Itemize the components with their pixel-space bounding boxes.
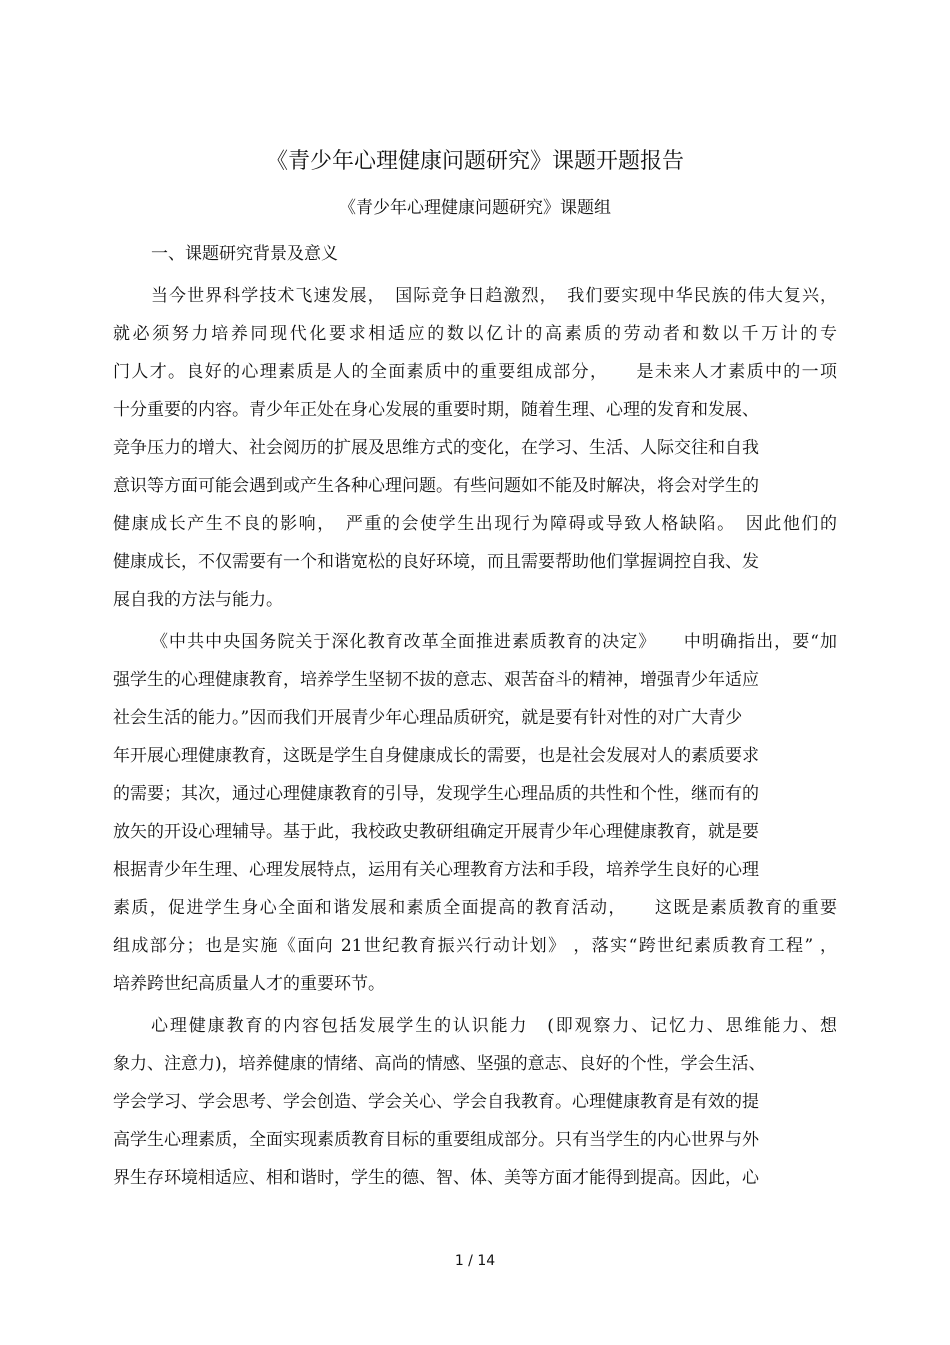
body-line: 竞争压力的增大、社会阅历的扩展及思维方式的变化，在学习、生活、人际交往和自我 (113, 438, 759, 458)
body-line: 的需要；其次，通过心理健康教育的引导，发现学生心理品质的共性和个性，继而有的 (113, 784, 759, 804)
document-title: 《青少年心理健康问题研究》课题开题报告 (265, 149, 684, 174)
body-line: 象力、注意力)，培养健康的情绪、高尚的情感、坚强的意志、良好的个性，学会生活、 (113, 1054, 766, 1074)
body-line: 门人才。良好的心理素质是人的全面素质中的重要组成部分， 是未来人才素质中的一项 (113, 362, 837, 382)
page-number: 1 / 14 (454, 1253, 496, 1269)
body-line: 十分重要的内容。青少年正处在身心发展的重要时期，随着生理、心理的发育和发展、 (113, 400, 759, 420)
body-line: 年开展心理健康教育，这既是学生自身健康成长的需要，也是社会发展对人的素质要求 (113, 746, 759, 766)
body-line: 学会学习、学会思考、学会创造、学会关心、学会自我教育。心理健康教育是有效的提 (113, 1092, 759, 1112)
body-line: 心理健康教育的内容包括发展学生的认识能力 (即观察力、记忆力、思维能力、想 (151, 1016, 837, 1036)
body-line: 组成部分；也是实施《面向 21世纪教育振兴行动计划》 ，落实“跨世纪素质教育工程” ， (113, 936, 837, 956)
document-subtitle: 《青少年心理健康问题研究》课题组 (339, 198, 611, 218)
body-line: 展自我的方法与能力。 (113, 590, 283, 610)
body-line: 当今世界科学技术飞速发展， 国际竞争日趋激烈， 我们要实现中华民族的伟大复兴， (151, 286, 837, 306)
body-line: 强学生的心理健康教育，培养学生坚韧不拔的意志、艰苦奋斗的精神，增强青少年适应 (113, 670, 759, 690)
body-line: 界生存环境相适应、相和谐时，学生的德、智、体、美等方面才能得到提高。因此，心 (113, 1168, 759, 1188)
body-line: 意识等方面可能会遇到或产生各种心理问题。有些问题如不能及时解决，将会对学生的 (113, 476, 759, 496)
body-line: 高学生心理素质，全面实现素质教育目标的重要组成部分。只有当学生的内心世界与外 (113, 1130, 759, 1150)
body-line: 健康成长产生不良的影响， 严重的会使学生出现行为障碍或导致人格缺陷。 因此他们的 (113, 514, 837, 534)
body-line: 放矢的开设心理辅导。基于此，我校政史教研组确定开展青少年心理健康教育，就是要 (113, 822, 759, 842)
body-line: 就必须努力培养同现代化要求相适应的数以亿计的高素质的劳动者和数以千万计的专 (113, 324, 837, 344)
body-line: 根据青少年生理、心理发展特点，运用有关心理教育方法和手段，培养学生良好的心理 (113, 860, 759, 880)
body-line: 健康成长，不仅需要有一个和谐宽松的良好环境，而且需要帮助他们掌握调控自我、发 (113, 552, 759, 572)
section-heading: 一、课题研究背景及意义 (151, 244, 338, 264)
body-line: 素质，促进学生身心全面和谐发展和素质全面提高的教育活动， 这既是素质教育的重要 (113, 898, 837, 918)
body-line: 培养跨世纪高质量人才的重要环节。 (113, 974, 385, 994)
body-line: 社会生活的能力。”因而我们开展青少年心理品质研究，就是要有针对性的对广大青少 (113, 708, 743, 728)
body-line: 《中共中央国务院关于深化教育改革全面推进素质教育的决定》 中明确指出，要“加 (151, 632, 837, 652)
